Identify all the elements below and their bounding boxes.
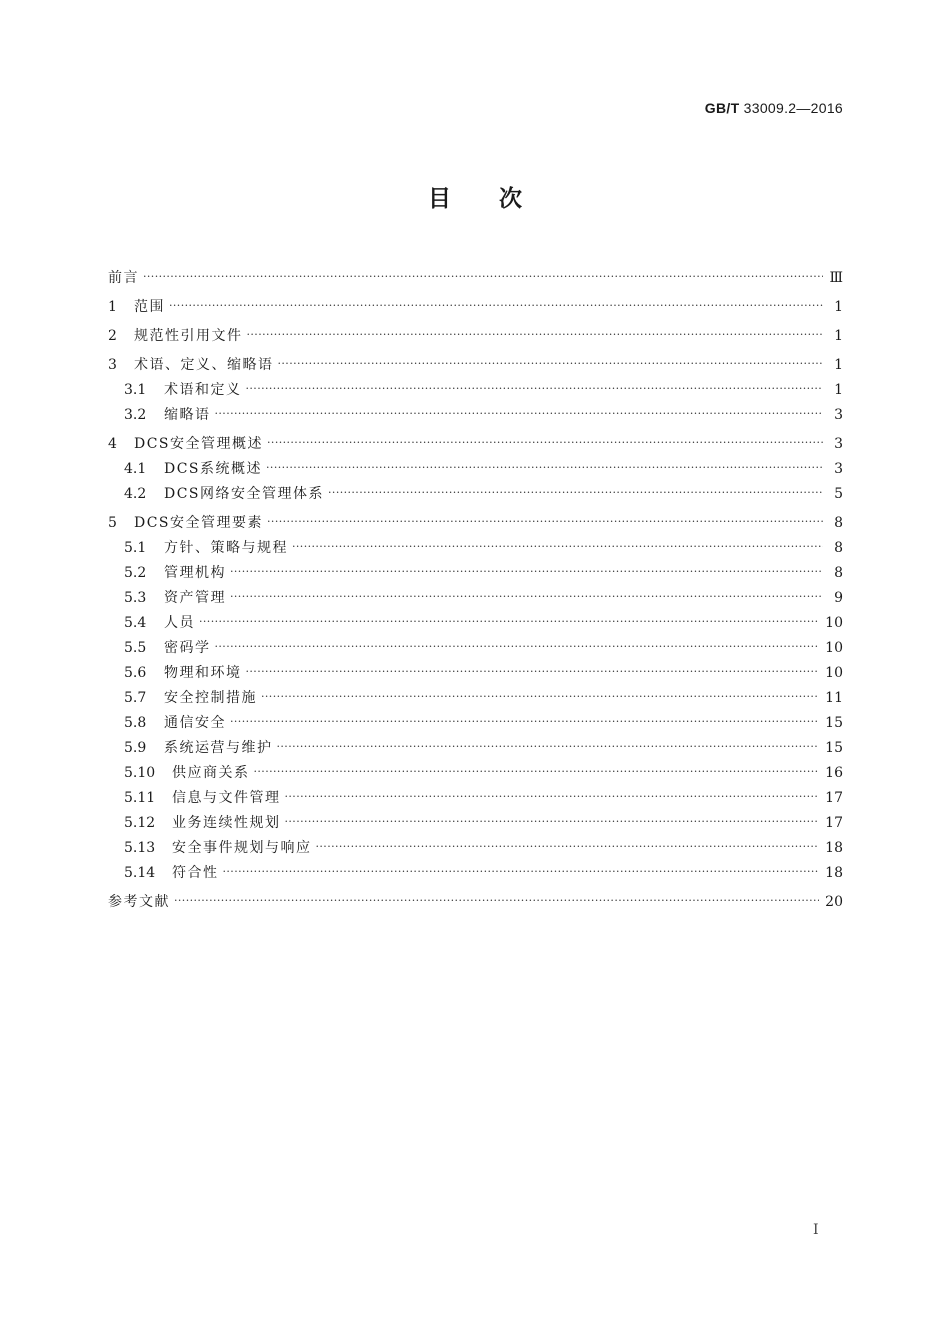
toc-entry-number: 1 (108, 299, 117, 315)
standard-identifier (705, 100, 843, 116)
toc-dot-leader (292, 538, 823, 557)
toc-entry-page: 15 (825, 740, 843, 756)
toc-entry-number: 4.1 (124, 461, 147, 477)
toc-entry-page: 8 (834, 540, 843, 556)
toc-entry[interactable] (108, 857, 843, 882)
toc-entry-number: 5.6 (124, 665, 147, 681)
toc-entry-page: 1 (834, 299, 843, 315)
toc-entry-label: 业务连续性规划 (172, 815, 281, 831)
toc-dot-leader (285, 813, 820, 832)
toc-entry-page: Ⅲ (829, 270, 843, 286)
toc-entry-number: 5.5 (124, 640, 147, 656)
toc-entry-number: 5.11 (124, 790, 156, 806)
toc-dot-leader (267, 434, 823, 453)
toc-dot-leader (230, 713, 819, 732)
toc-dot-leader (266, 459, 823, 478)
toc-entry-number: 5.7 (124, 690, 147, 706)
toc-dot-leader (230, 563, 823, 582)
toc-entry[interactable] (108, 757, 843, 782)
page-title: 目次 (428, 186, 570, 212)
toc-entry-page: 1 (834, 357, 843, 373)
toc-dot-leader (169, 297, 823, 316)
toc-entry-number: 5.10 (124, 765, 156, 781)
toc-entry-page: 1 (834, 328, 843, 344)
toc-dot-leader (246, 663, 820, 682)
toc-entry[interactable] (108, 832, 843, 857)
toc-dot-leader (143, 268, 823, 287)
toc-entry-number: 5.14 (124, 865, 156, 881)
toc-entry-page: 3 (834, 461, 843, 477)
toc-entry-page: 11 (825, 690, 843, 706)
toc-entry-label: 人员 (164, 615, 195, 631)
toc-entry[interactable] (108, 258, 843, 287)
toc-entry-page: 3 (834, 407, 843, 423)
toc-entry-page: 15 (825, 715, 843, 731)
toc-entry[interactable] (108, 532, 843, 557)
toc-entry-label: DCS系统概述 (164, 461, 263, 477)
toc-dot-leader (247, 326, 824, 345)
toc-dot-leader (254, 763, 820, 782)
toc-dot-leader (215, 405, 824, 424)
toc-entry-label: 物理和环境 (164, 665, 242, 681)
toc-dot-leader (230, 588, 823, 607)
toc-entry[interactable] (108, 453, 843, 478)
toc-dot-leader (285, 788, 820, 807)
toc-entry-label: 术语和定义 (164, 382, 242, 398)
toc-entry[interactable] (108, 316, 843, 345)
toc-dot-leader (328, 484, 823, 503)
toc-entry-number: 5 (108, 515, 117, 531)
toc-entry-page: 8 (834, 565, 843, 581)
toc-entry[interactable] (108, 287, 843, 316)
toc-dot-leader (316, 838, 820, 857)
toc-entry-number: 4 (108, 436, 117, 452)
toc-dot-leader (261, 688, 819, 707)
toc-dot-leader (246, 380, 824, 399)
toc-entry-page: 5 (834, 486, 843, 502)
toc-entry-label: 供应商关系 (172, 765, 250, 781)
toc-entry[interactable] (108, 374, 843, 399)
toc-entry-number: 2 (108, 328, 117, 344)
toc-entry[interactable] (108, 607, 843, 632)
toc-entry[interactable] (108, 807, 843, 832)
toc-entry-label: 资产管理 (164, 590, 226, 606)
toc-entry-page: 17 (825, 790, 843, 806)
toc-entry-label: 范围 (134, 299, 165, 315)
toc-entry[interactable] (108, 345, 843, 374)
toc-entry-page: 8 (834, 515, 843, 531)
toc-entry-page: 3 (834, 436, 843, 452)
toc-entry[interactable] (108, 582, 843, 607)
toc-entry-label: 信息与文件管理 (172, 790, 281, 806)
footer-page-number: I (813, 1222, 819, 1238)
toc-entry-label: DCS网络安全管理体系 (164, 486, 325, 502)
toc-entry-number: 4.2 (124, 486, 147, 502)
toc-entry-number: 5.4 (124, 615, 147, 631)
toc-entry[interactable] (108, 707, 843, 732)
toc-entry-label: DCS安全管理要素 (134, 515, 264, 531)
toc-entry[interactable] (108, 732, 843, 757)
standard-number: 33009.2—2016 (743, 100, 843, 116)
toc-dot-leader (278, 355, 824, 374)
toc-entry-label: 术语、定义、缩略语 (134, 357, 274, 373)
toc-dot-leader (215, 638, 820, 657)
toc-entry-number: 3.2 (124, 407, 147, 423)
toc-entry[interactable] (108, 424, 843, 453)
standard-prefix: GB/T (704, 100, 740, 116)
toc-entry[interactable] (108, 882, 843, 911)
toc-entry-number: 5.1 (124, 540, 147, 556)
toc-entry-number: 5.12 (124, 815, 156, 831)
toc-dot-leader (277, 738, 820, 757)
toc-entry[interactable] (108, 632, 843, 657)
toc-entry[interactable] (108, 782, 843, 807)
toc-entry[interactable] (108, 503, 843, 532)
toc-entry-number: 5.13 (124, 840, 156, 856)
toc-entry-page: 18 (825, 840, 843, 856)
toc-entry[interactable] (108, 478, 843, 503)
toc-entry-label: DCS安全管理概述 (134, 436, 264, 452)
toc-entry-page: 18 (825, 865, 843, 881)
toc-entry-page: 20 (825, 894, 843, 910)
toc-entry-label: 缩略语 (164, 407, 211, 423)
toc-entry-label: 方针、策略与规程 (164, 540, 288, 556)
toc-entry-label: 安全事件规划与响应 (172, 840, 312, 856)
toc-entry-number: 5.8 (124, 715, 147, 731)
toc-entry[interactable] (108, 657, 843, 682)
toc-entry-number: 5.9 (124, 740, 147, 756)
table-of-contents (108, 258, 843, 911)
toc-entry-page: 10 (825, 615, 843, 631)
toc-entry-page: 16 (825, 765, 843, 781)
toc-entry[interactable] (108, 557, 843, 582)
toc-entry[interactable] (108, 682, 843, 707)
toc-entry-number: 5.2 (124, 565, 147, 581)
toc-dot-leader (174, 892, 819, 911)
toc-entry-label: 符合性 (172, 865, 219, 881)
toc-entry-label: 安全控制措施 (164, 690, 257, 706)
toc-entry-number: 5.3 (124, 590, 147, 606)
toc-entry-label: 规范性引用文件 (134, 328, 243, 344)
toc-dot-leader (199, 613, 819, 632)
toc-entry-label: 通信安全 (164, 715, 226, 731)
toc-entry-label: 系统运营与维护 (164, 740, 273, 756)
toc-entry-label: 管理机构 (164, 565, 226, 581)
toc-entry-label: 密码学 (164, 640, 211, 656)
toc-entry-label: 前言 (108, 270, 139, 286)
toc-entry-number: 3.1 (124, 382, 147, 398)
toc-dot-leader (223, 863, 820, 882)
toc-entry-page: 17 (825, 815, 843, 831)
toc-dot-leader (267, 513, 823, 532)
toc-entry-page: 9 (834, 590, 843, 606)
toc-entry-label: 参考文献 (108, 894, 170, 910)
toc-entry[interactable] (108, 399, 843, 424)
toc-entry-page: 10 (825, 665, 843, 681)
toc-entry-page: 1 (834, 382, 843, 398)
toc-entry-page: 10 (825, 640, 843, 656)
toc-entry-number: 3 (108, 357, 117, 373)
